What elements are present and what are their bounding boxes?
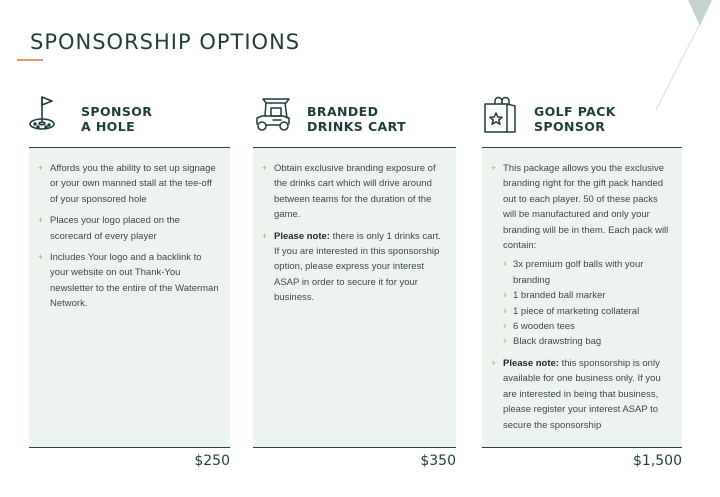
note-text: this sponsorship is only available for one business only. If you are interested in being that business, please register your interest ASAP to secure the sponsorship bbox=[503, 357, 661, 431]
option-price: $350 bbox=[420, 453, 456, 469]
note-text: there is only 1 drinks cart. If you are interested in this sponsorship option, please express your interest ASAP in order to secure it for your business. bbox=[274, 230, 441, 304]
option-title: GOLF PACK SPONSOR bbox=[534, 104, 616, 134]
pack-content-item: › 6 wooden tees bbox=[503, 319, 672, 334]
benefit-item: + Obtain exclusive branding exposure of the drinks cart which will drive around between teams for the duration of the game. bbox=[262, 161, 446, 223]
benefit-item bbox=[491, 161, 672, 350]
benefit-item: + Includes Your logo and a backlink to your website on out Thank-You newsletter to the entire of the Waterman Network. bbox=[38, 250, 220, 312]
option-card bbox=[253, 147, 456, 448]
page-title: SPONSORSHIP OPTIONS bbox=[30, 30, 301, 54]
golf-cart-icon bbox=[253, 94, 295, 136]
pack-contents-list bbox=[503, 253, 672, 349]
option-card bbox=[29, 147, 230, 448]
pack-content-item: › Black drawstring bag bbox=[503, 334, 672, 349]
note-label: Please note: bbox=[503, 357, 559, 369]
option-header bbox=[253, 94, 456, 146]
benefit-list bbox=[482, 148, 682, 433]
pack-content-item: › 3x premium golf balls with your branding bbox=[503, 257, 672, 288]
pack-content-item: › 1 piece of marketing collateral bbox=[503, 304, 672, 319]
note-label: Please note: bbox=[274, 230, 330, 242]
benefit-list bbox=[253, 148, 456, 306]
golf-flag-hole-icon bbox=[27, 94, 69, 136]
benefit-item: + Places your logo placed on the scorecard of every player bbox=[38, 213, 220, 244]
note-item bbox=[491, 356, 672, 433]
gift-bag-star-icon bbox=[480, 94, 522, 136]
option-card bbox=[482, 147, 682, 448]
benefit-item: + Affords you the ability to set up signage or your own manned stall at the tee-off of your sponsored hole bbox=[38, 161, 220, 207]
option-sponsor-a-hole bbox=[27, 94, 230, 469]
option-price: $1,500 bbox=[633, 453, 682, 469]
option-header bbox=[27, 94, 230, 146]
note-item bbox=[262, 229, 446, 306]
option-price: $250 bbox=[194, 453, 230, 469]
title-accent-rule bbox=[17, 59, 43, 61]
option-branded-drinks-cart bbox=[253, 94, 456, 469]
option-header bbox=[480, 94, 682, 146]
benefit-list bbox=[29, 148, 230, 312]
option-title: BRANDED DRINKS CART bbox=[307, 104, 406, 134]
option-golf-pack-sponsor bbox=[480, 94, 682, 469]
option-title: SPONSOR A HOLE bbox=[81, 104, 153, 134]
pack-intro: This package allows you the exclusive branding right for the gift pack handed out to each player. 50 of these packs will be manufactured and only your branding will be in them. Each pack will contain: bbox=[503, 163, 669, 252]
pack-content-item: › 1 branded ball marker bbox=[503, 288, 672, 303]
